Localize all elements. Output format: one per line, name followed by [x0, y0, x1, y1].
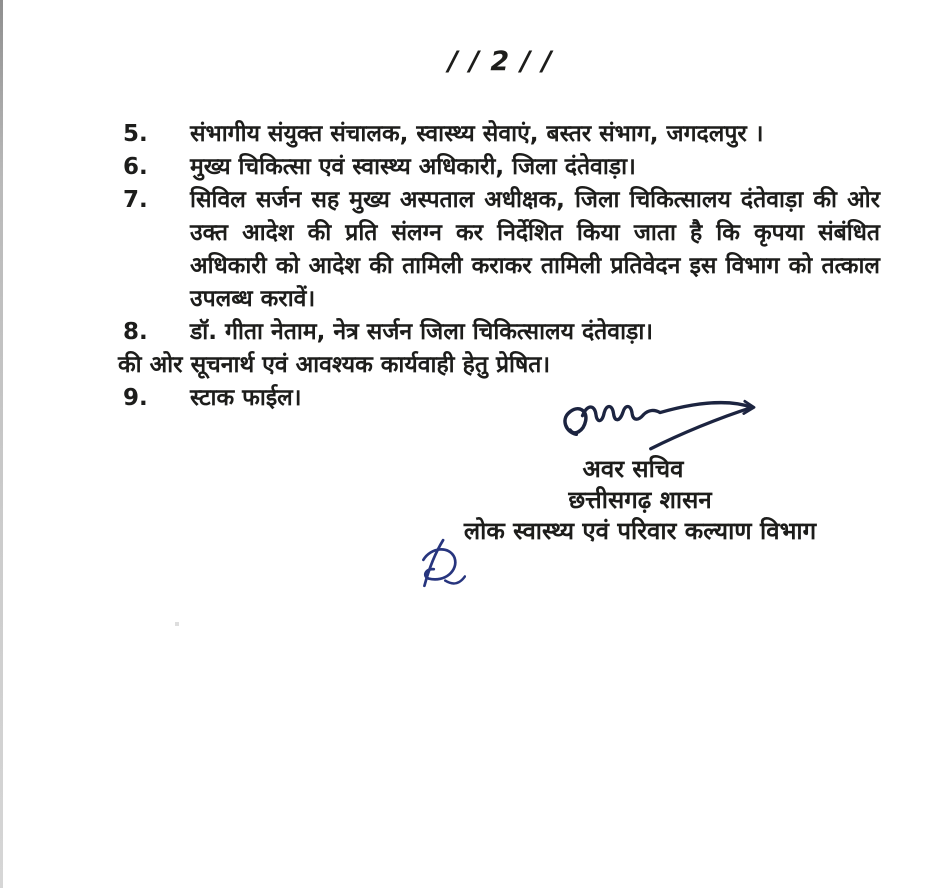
list-item-number: 6.: [123, 154, 148, 180]
signature-icon: [553, 395, 765, 457]
list-item-8: [118, 316, 890, 349]
list-item-number: 5.: [123, 121, 148, 147]
list-item-text: सिविल सर्जन सह मुख्य अस्पताल अधीक्षक, जिला चिकित्सालय दंतेवाड़ा की ओर उक्त आदेश की प्रति संलग्न कर निर्देशित किया जाता है कि कृपया संबंधित अधिकारी को आदेश की तामिली कराकर तामिली प्रतिवेदन इस विभाग को तत्काल उपलब्ध करावें।: [190, 187, 880, 312]
list-item-5: [118, 118, 890, 151]
initial-scribble-icon: [414, 537, 466, 591]
page-number: //2//: [448, 46, 563, 77]
list-item-number: 9.: [123, 385, 148, 411]
list-item-number: 8.: [123, 319, 148, 345]
list-item-text: मुख्य चिकित्सा एवं स्वास्थ्य अधिकारी, जिला दंतेवाड़ा।: [190, 154, 636, 180]
list-item-number: 7.: [123, 187, 148, 213]
scan-edge-artifact: [0, 0, 3, 888]
list-item-text: स्टाक फाईल।: [190, 385, 302, 411]
list-item-7: [118, 184, 890, 316]
list-item-8-continuation: की ओर सूचनार्थ एवं आवश्यक कार्यवाही हेतु प्रेषित।: [118, 352, 551, 378]
list-item-text: संभागीय संयुक्त संचालक, स्वास्थ्य सेवाएं, बस्तर संभाग, जगदलपुर ।: [190, 121, 764, 147]
list-item-9: [118, 382, 890, 415]
scan-speck-artifact: [175, 622, 179, 626]
signoff-government: छत्तीसगढ़ शासन: [568, 486, 712, 514]
list-item-text: डॉ. गीता नेताम, नेत्र सर्जन जिला चिकित्सालय दंतेवाड़ा।: [190, 319, 654, 345]
list-item-6: [118, 151, 890, 184]
signoff-department: लोक स्वास्थ्य एवं परिवार कल्याण विभाग: [463, 517, 817, 545]
distribution-list: [118, 118, 890, 415]
signoff-title: अवर सचिव: [582, 455, 684, 483]
